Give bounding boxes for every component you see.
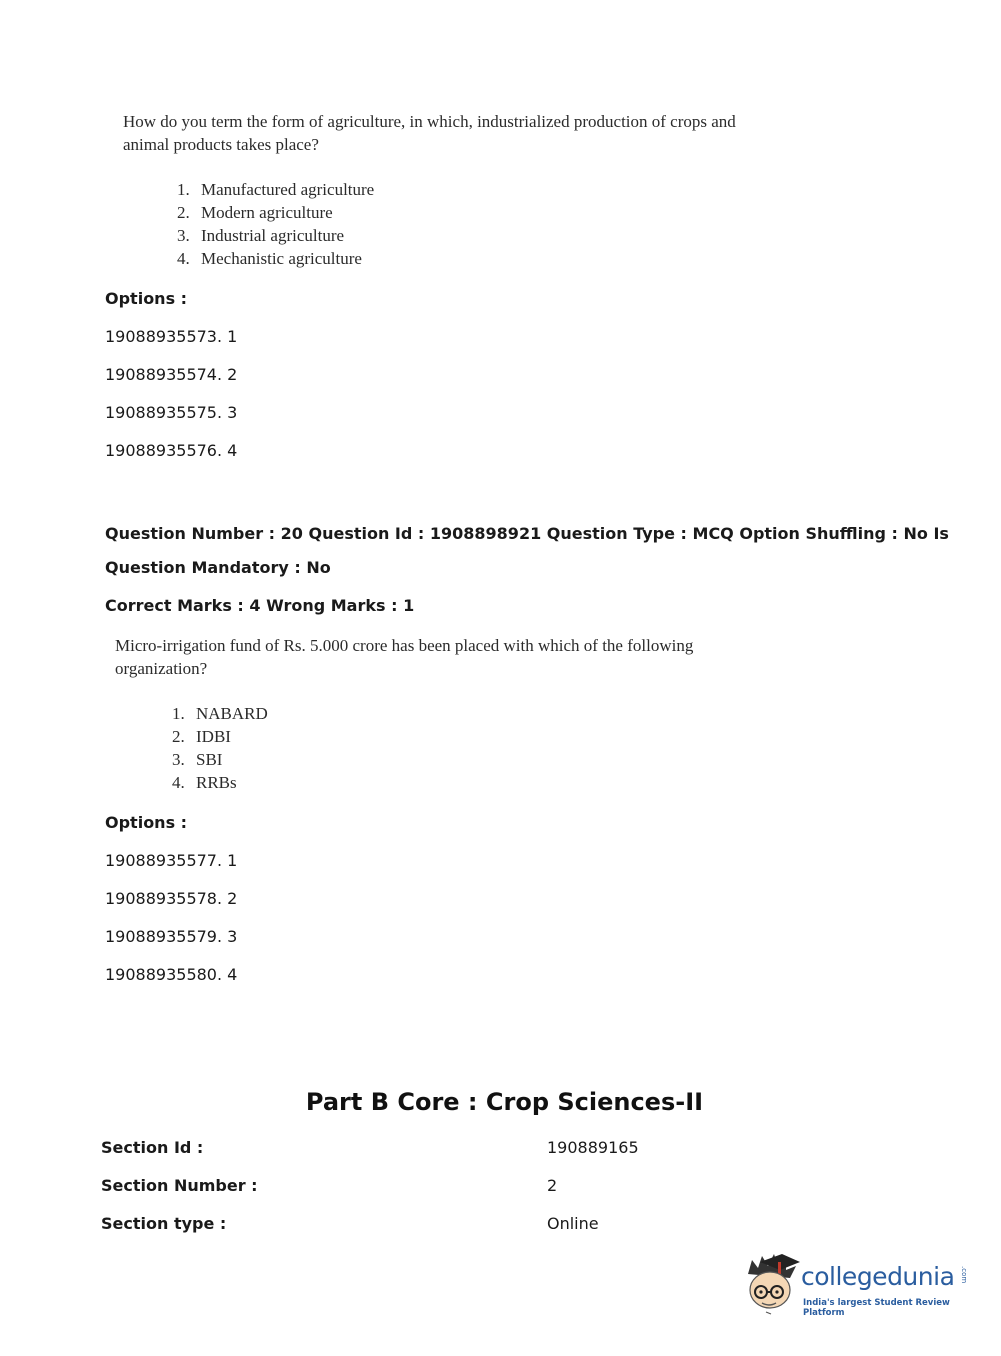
question-19-choices [177,178,374,270]
logo-tagline: India's largest Student Review Platform [803,1298,950,1318]
section-id-value: 190889165 [547,1138,639,1157]
question-19-text: How do you term the form of agriculture, in which, industrialized production of crops and animal products takes place? [123,112,736,154]
choice-label: Mechanistic agriculture [201,249,362,268]
choice-label: NABARD [196,704,268,723]
mascot-icon [742,1252,802,1316]
option-item: 19088935579. 3 [105,927,238,946]
question-marks: Correct Marks : 4 Wrong Marks : 1 [105,596,415,615]
question-meta-line: Question Number : 20 Question Id : 1908898921 Question Type : MCQ Option Shuffling : No Is [105,524,949,543]
choice-number: 2. [172,727,185,746]
choice-label: Modern agriculture [201,203,333,222]
choice-label: RRBs [196,773,237,792]
choice-item [177,178,374,201]
section-type-value: Online [547,1214,599,1233]
option-item: 19088935573. 1 [105,327,238,346]
choice-number: 4. [172,773,185,792]
option-item: 19088935575. 3 [105,403,238,422]
choice-number: 3. [172,750,185,769]
option-item: 19088935578. 2 [105,889,238,908]
section-type-label: Section type : [101,1214,227,1233]
choice-item [177,247,374,270]
option-item: 19088935574. 2 [105,365,238,384]
choice-number: 2. [177,203,190,222]
choice-label: Industrial agriculture [201,226,345,245]
choice-item [177,201,374,224]
choice-number: 4. [177,249,190,268]
option-item: 19088935576. 4 [105,441,238,460]
options-heading: Options : [105,813,188,832]
choice-label: Manufactured agriculture [201,180,375,199]
choice-item [172,748,268,771]
choice-label: IDBI [196,727,231,746]
section-id-label: Section Id : [101,1138,204,1157]
options-heading: Options : [105,289,188,308]
question-mandatory: Question Mandatory : No [105,558,331,577]
logo-wordmark: collegedunia [801,1262,955,1291]
choice-number: 1. [177,180,190,199]
option-item: 19088935577. 1 [105,851,238,870]
logo-suffix: .com [960,1266,968,1284]
choice-item [172,725,268,748]
question-20-choices [172,702,268,794]
option-item: 19088935580. 4 [105,965,238,984]
section-number-label: Section Number : [101,1176,258,1195]
choice-number: 3. [177,226,190,245]
choice-item [172,702,268,725]
section-number-value: 2 [547,1176,558,1195]
choice-item [177,224,374,247]
collegedunia-logo [742,1252,972,1320]
question-20-text: Micro-irrigation fund of Rs. 5.000 crore has been placed with which of the following organization? [115,636,694,678]
choice-label: SBI [196,750,223,769]
choice-number: 1. [172,704,185,723]
section-title: Part B Core : Crop Sciences-II [305,1088,704,1116]
choice-item [172,771,268,794]
